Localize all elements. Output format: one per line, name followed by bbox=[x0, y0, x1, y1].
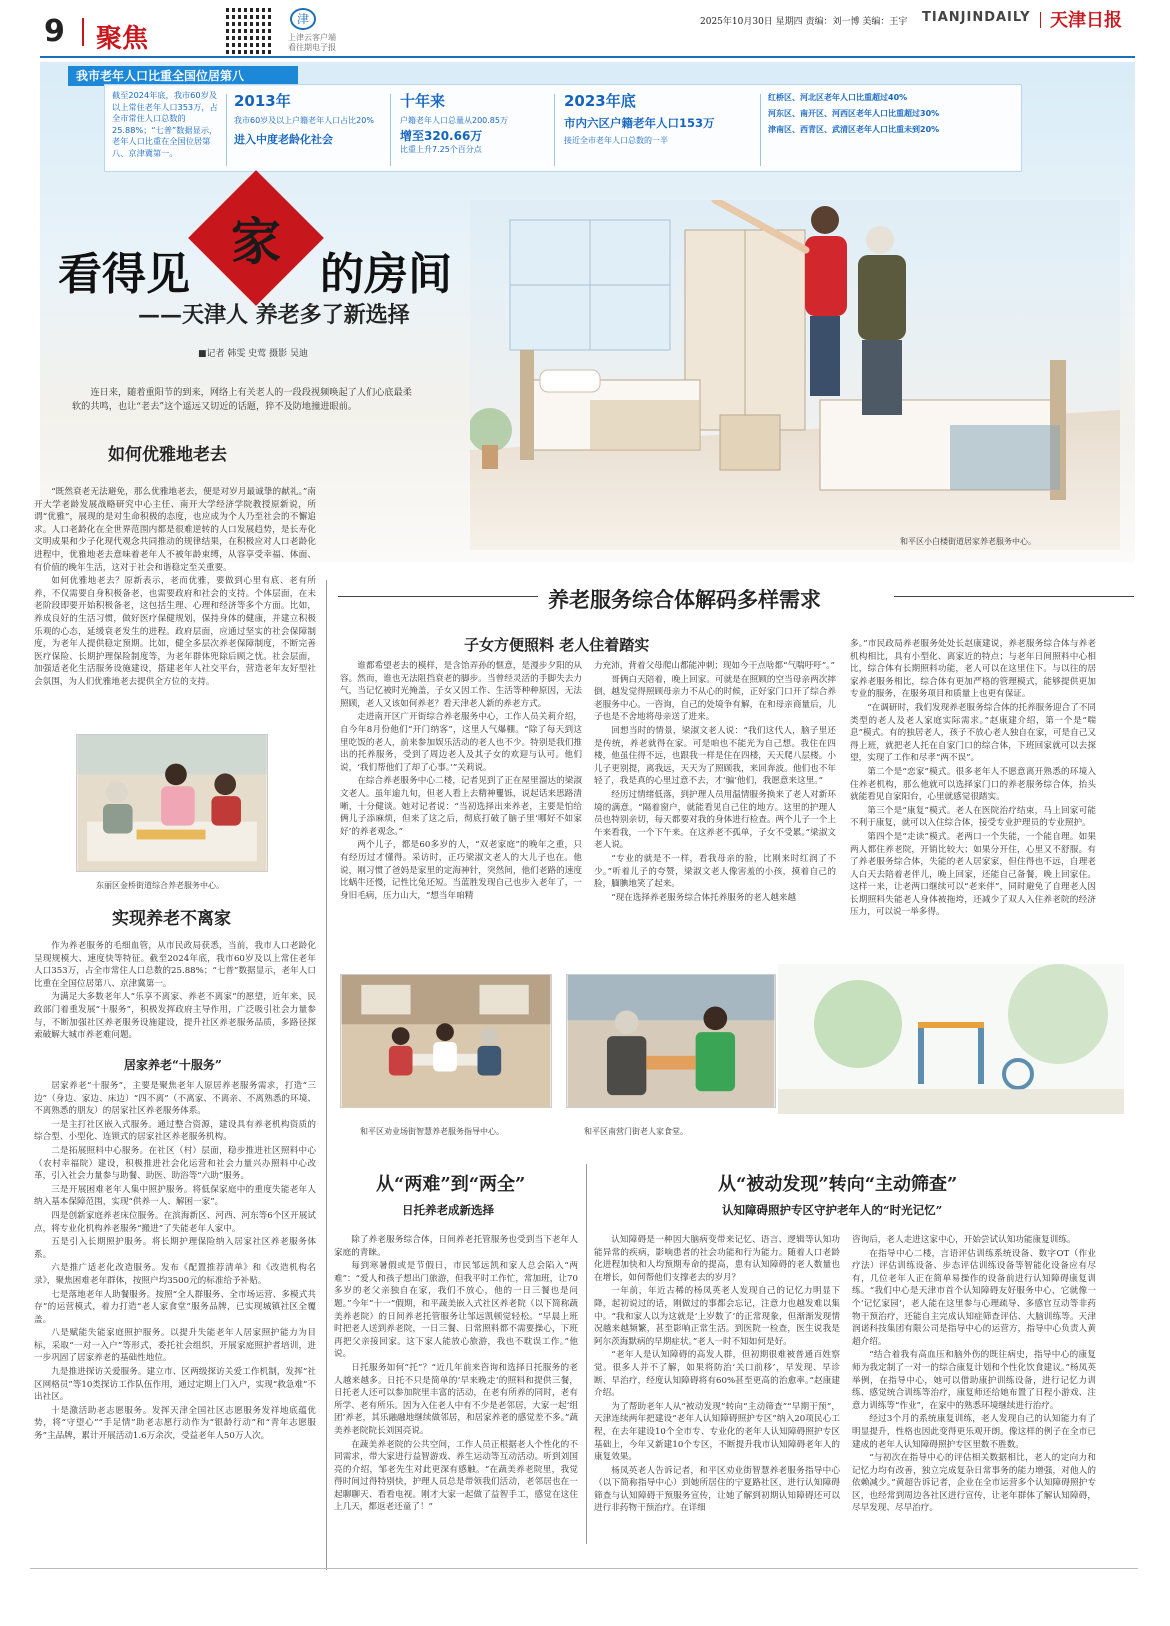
paragraph: 走进南开区广开街综合养老服务中心，工作人员关莉介绍，自今年8月份他们“开门纳客”，这里人气爆棚。“除了每天到这里吃饭的老人，前来参加娱乐活动的老人也不少。特别是我们推出的托养服务，受到了周边老人及其子女的欢迎与认可。他们说，‘我们帮他们了却了心事。’”关莉说。 bbox=[340, 712, 582, 773]
room-illustration bbox=[470, 200, 1120, 550]
paragraph: 为了帮助老年人从“被动发现”转向“主动筛查”“早期干预”，天津连续两年把建设“老年人认知障碍照护专区”纳入20项民心工程，在去年建设10个全市专、专业化的老年人认知障碍照护专区基础上，今年又新建10个专区，不断提升我市认知障碍老年人的康复效果。 bbox=[594, 1401, 840, 1463]
photo-dongli-center bbox=[76, 734, 268, 872]
stats-divider bbox=[554, 94, 555, 166]
paragraph: 作为养老服务的毛细血管，从市民政局获悉，当前，我市人口老龄化呈现规模大、速度快等特征。截至2024年底，我市60岁及以上常住老年人口353万，占全市常住人口总数的25.88%；“七普”数据显示，老年人口比重在全国位居第八、京津冀第一。 bbox=[34, 941, 316, 989]
bottom-right-col1 bbox=[594, 1234, 840, 1546]
list-item: 一是主打社区嵌入式服务。通过整合资源，建设具有养老机构资质的综合型、小型化、连锁式的居家社区养老服务机构。 bbox=[34, 1119, 316, 1143]
client-label bbox=[288, 33, 336, 53]
page-number: 9 bbox=[44, 14, 65, 49]
list-item: 四是创新家庭养老床位服务。在滨海新区、河西、河东等6个区开展试点，将专业化机构养老服务“搬进”了失能老年人家中。 bbox=[34, 1210, 316, 1234]
paragraph: 第二个是“恋家”模式。很多老年人不愿意离开熟悉的环境入住养老机构，那么他就可以选择家门口的养老服务综合体，抬头就能看见自家阳台，心里就感觉很踏实。 bbox=[850, 766, 1096, 803]
stat-districts-line3: 津南区、西青区、武清区老年人口比重未到20% bbox=[768, 125, 940, 134]
list-item: 八是赋能失能家庭照护服务。以提升失能老年人居家照护能力为目标，采取“一对一入户”等形式，委托社会组织，开展家庭照护者培训，进一步巩固了居家养老的基础性地位。 bbox=[34, 1328, 316, 1364]
stat-2023-line2: 接近全市老年人口总数的一半 bbox=[564, 136, 668, 145]
photo-caption: 东丽区金桥街道综合养老服务中心。 bbox=[96, 881, 224, 890]
paragraph: 多。”市民政局养老服务处处长赵康建说，养老服务综合体与养老机构相比，具有小型化、离家近的特点；与老年日间照料中心相比，综合体有长期照料功能，老人可以在这里住下。与以往的居家养老服务相比，综合体有更加严格的管理模式，能够提供更加专业的服务，在服务项目和质量上也更有保证。 bbox=[850, 639, 1096, 700]
list-item: 七是落地老年人助餐服务。按照“全人群服务、全市场运营、多模式共存”的运营模式，着力打造“老人家食堂”服务品牌，已实现城镇社区全覆盖。 bbox=[34, 1289, 316, 1325]
paragraph: “在调研时，我们发现养老服务综合体的托养服务迎合了不同类型的老人及老人家庭实际需求。”赵康建介绍，第一个是“喘息”模式。有的独居老人，孩子不放心老人独自在家，可是自己又得上班，就把老人托在自家门口的综合体，下班回家就可以去探望，实现了工作和尽孝“两不误”。 bbox=[850, 702, 1096, 764]
paragraph: 回想当时的情景，梁淑文老人说：“我们这代人，脑子里还是传统，养老就得在家。可是咱也不能光为自己想。我住在四楼，他虽住得不远，也跟我一样是住在四楼，天天爬八层楼。小儿子更别提，离我远，天天为了照顾我，来回奔波。他们也不年轻了，我是真的心里过意不去，才‘骗’他们，我愿意来这里。” bbox=[594, 725, 836, 787]
mid-col3 bbox=[850, 638, 1096, 950]
list-item: 二是拓展照料中心服务。在社区（村）层面，稳步推进社区照料中心（农村幸福院）建设，积极推进社会化运营和社会力量兴办照料中心改革，引入社会力量参与助餐、助医、助浴等“六助”服务。 bbox=[34, 1145, 316, 1182]
col1-body bbox=[34, 486, 316, 718]
mid-col2 bbox=[594, 660, 836, 948]
stat-decade-line2: 增至320.66万 bbox=[400, 129, 483, 143]
logo-divider bbox=[1040, 12, 1041, 28]
stat-2023-title: 2023年底 bbox=[564, 92, 636, 110]
client-line1: 上津云客户端 bbox=[288, 33, 336, 42]
newspaper-cn-name: 天津日报 bbox=[1050, 10, 1122, 31]
byline: ■记者 韩雯 史莺 摄影 吴迪 bbox=[198, 349, 308, 359]
stat-decade-title: 十年来 bbox=[400, 92, 446, 110]
stat-2013-line1: 我市60岁及以上户籍老年人口占比20% bbox=[234, 116, 374, 125]
page-bottom-rule bbox=[30, 1568, 1138, 1569]
paragraph: 为满足大多数老年人“乐享不离家、养老不离家”的愿望，近年来，民政部门着重发展“十服务”，积极发挥政府主导作用，广泛吸引社会力量参与，不断加强社区养老服务设施建设，提升社区养老服务品质，多路径探索破解大城市养老难问题。 bbox=[34, 992, 316, 1041]
paragraph: 在综合养老服务中心二楼，记者见到了正在屋里溜达的梁淑文老人。虽年逾九旬，但老人看上去精神矍铄，说起话来思路清晰，十分健谈。她对记者说：“当初选择出来养老，主要是怕给俩儿子添麻烦，但来了这之后，彻底打破了脑子里‘哪好不如家好’的养老观念。” bbox=[340, 776, 582, 837]
paragraph: “结合着我有高血压和脑外伤的既往病史，指导中心的康复师为我定制了一对一的综合康复计划和个性化饮食建议。”杨凤英举例，在指导中心，她可以借助康护训练设备，进行记忆力训练、感觉统合训练等治疗，康复师还给她布置了日程小游戏、注意力训练等“作业”，在家中的熟悉环境继续进行治疗。 bbox=[852, 1350, 1096, 1411]
stat-lead bbox=[112, 90, 220, 159]
headline-center: 家 bbox=[231, 212, 281, 271]
head-rule bbox=[338, 596, 538, 597]
client-line2: 看往期电子报 bbox=[288, 43, 336, 52]
photo-caption: 和平区南营门街老人家食堂。 bbox=[584, 1127, 688, 1136]
mid-subhead: 子女方便照料 老人住着踏实 bbox=[464, 636, 650, 654]
paragraph: 咨询后，老人走进这家中心，开始尝试认知功能康复训练。 bbox=[852, 1235, 1076, 1245]
column-rule bbox=[326, 580, 327, 1570]
paragraph: “既然衰老无法避免，那么优雅地老去，便是对岁月最诚挚的献礼。”南开大学老龄发展战略研究中心主任、南开大学经济学院教授原新说，所谓“优雅”，展现的是对生命积极的态度，也应成为个人乃至社会的不懈追求。人口老龄化在全世界范围内都是很难逆转的人口发展趋势，是长寿化文明成果和少子化现代观念共同推动的规律结果，在积极应对人口老龄化进程中，优雅地老去意味着老年人不被年龄束缚，从容享受幸福、体面、有价值的晚年生活，这对于社会和谐稳定至关重要。 bbox=[34, 487, 316, 573]
col1-body3 bbox=[34, 1080, 316, 1568]
photo-quanyechang-center bbox=[340, 974, 552, 1108]
stat-districts-line1: 红桥区、河北区老年人口比重超过40% bbox=[768, 93, 908, 102]
intro-paragraph: 连日来，随着重阳节的到来，网络上有关老人的一段段视频唤起了人们心底最柔软的共鸣，也让“老去”这个遥远又切近的话题，猝不及防地撞进眼前。 bbox=[72, 387, 412, 412]
paragraph: 如何优雅地老去？原新表示，老而优雅，要做到心里有底、老有所养，不仅需要自身积极备老，也需要政府和社会的支持。个体层面，在未老阶段即要开始积极备老，这包括生理、心理和经济等多个方面。比如，养成良好的生活习惯，做好医疗保健规划，保持身体的健康，并建立积极乐观的心态，延缓衰老发生的进程。政府层面，应通过坚实的社会保障制度，为老年人提供稳定预期。比如，健全多层次养老保障制度，不断完善医疗保险、长期护理保险制度等，为老年群体兜除后顾之忧。社会层面，加强适老化生活服务设施建设，搭建老年人社交平台，营造老年友好型社会氛围，为人们优雅地老去提供全方位的支持。 bbox=[34, 576, 316, 687]
paragraph: 除了养老服务综合体，日间养老托管服务也受到当下老年人家庭的青睐。 bbox=[334, 1235, 578, 1258]
photo-caption: 和平区劝业场街智慧养老服务指导中心。 bbox=[360, 1127, 504, 1136]
list-item: 六是推广适老化改造服务。发布《配置推荐清单》和《改造机构名录》，聚焦困难老年群体，按照户均3500元的标准给予补贴。 bbox=[34, 1263, 316, 1286]
paragraph: 在蔬美养老院的公共空间，工作人员正根据老人个性化的不同需求，带大家进行益智游戏、养生运动等互动活动。听到刘国亮的介绍，邹老先生对此更深有感触。“在蔬美养老院里，我觉得时间过得特别快，护理人员总是带领我们活动，老邻居也在一起聊聊天、看看电视。刚才大家一起做了益智手工，感觉在这住上几天，都返老还童了！” bbox=[334, 1439, 578, 1513]
stat-decade bbox=[400, 90, 548, 156]
paragraph: “与初次在指导中心的评估相关数据相比，老人的定向力和记忆力均有改善，独立完成复杂日常事务的能力增强，对他人的依赖减少。”黄超告诉记者，企业在全市运营多个认知障碍照护专区，也经常到周边各社区进行宣传，让老年群体了解认知障碍，尽早发现、尽早治疗。 bbox=[852, 1453, 1096, 1514]
column-rule bbox=[586, 1164, 587, 1544]
paragraph: 一年前，年近古稀的杨凤英老人发现自己的记忆力明显下降，起初说过的话，刚做过的事都会忘记，注意力也越发难以集中。“我和家人以为这就是‘上岁数了’的正常现象，但渐渐发现情况越来越频繁，甚至影响正常生活。到医院一检查，医生说我是阿尔茨海默病的早期症状。”老人一时不知如何是好。 bbox=[594, 1286, 840, 1347]
paragraph: 经过3个月的系统康复训练，老人发现自己的认知能力有了明显提升，性格也因此变得更乐观开朗。像这样的例子在全市已建成的老年人认知障碍照护专区里数不胜数。 bbox=[852, 1414, 1096, 1450]
stats-banner: 我市老年人口比重全国位居第八 bbox=[68, 66, 298, 86]
list-item: 十是激活助老志愿服务。发挥天津全国社区志愿服务发祥地底蕴优势，将“守望心”“手足情”助老志愿行动作为“银龄行动”和“青年志愿服务”主品牌，累计开展活动1.6万余次，受益老年人50万人次。 bbox=[34, 1405, 316, 1442]
paragraph: 在指导中心二楼，言语评估训练系统设备、数字OT（作业疗法）评估训练设备、步态评估训练设备等智能化设备应有尽有，几位老年人正在简单易操作的设备前进行认知障碍康复训练。“我们中心是天津市首个认知障碍友好服务中心，它就像一个‘记忆家园’，老人能在这里参与心理疏导、多感官互动等非药物干预治疗，还能自主完成认知症筛查评估、大脑训练等。天津润诺科技集团有限公司是指导中心的运营方，指导中心负责人黄超介绍。 bbox=[852, 1248, 1096, 1347]
stat-decade-line3: 比重上升7.25个百分点 bbox=[400, 145, 482, 154]
col1-subhead: 居家养老“十服务” bbox=[124, 1058, 222, 1072]
paragraph: 居家养老“十服务”，主要是聚焦老年人原居养老服务需求，打造“三边”（身边、家边、床边）“四不离”（不离家、不离亲、不离熟悉的环境、不离熟悉的朋友）的居家社区养老服务体系。 bbox=[34, 1081, 316, 1117]
stat-districts bbox=[768, 90, 1018, 138]
headline-subtitle: ——天津人 养老多了新选择 bbox=[138, 302, 410, 328]
stats-divider bbox=[390, 94, 391, 166]
photo-nanyingmen-canteen bbox=[566, 974, 776, 1108]
paragraph: 谁都希望老去的模样，是含饴弄孙的惬意，是漫步夕阳的从容。然而，谁也无法阻挡衰老的脚步。当曾经灵活的手脚失去力气，当记忆被时光掩盖，子女又因工作、生活等种种原因，无法照顾，老人又该如何养老？看天津老人新的养老方式。 bbox=[340, 661, 582, 709]
paragraph: 认知障碍是一种因大脑病变带来记忆、语言、逻辑等认知功能异常的疾病，影响患者的社会功能和行为能力。随着人口老龄化进程加快和人均预期寿命的提高，患有认知障碍的老人数量也在增长，如何帮他们支撑老去的岁月？ bbox=[594, 1235, 840, 1283]
stats-divider bbox=[760, 94, 761, 166]
bottom-mid-head: 从“两难”到“两全” bbox=[376, 1174, 526, 1195]
paragraph: “现在选择养老服务综合体托养服务的老人越来越 bbox=[611, 892, 797, 903]
paragraph: “专业的就是不一样，看我母亲的脸，比刚来时红润了不少。”听着儿子的夸赞，梁淑文老人像害羞的小孩，摸着自己的脸，腼腆地笑了起来。 bbox=[594, 853, 836, 890]
stat-2013-title: 2013年 bbox=[234, 92, 291, 110]
qr-code-overlay bbox=[226, 8, 272, 54]
masthead-rule bbox=[40, 56, 1135, 58]
bottom-mid-subhead: 日托养老成新选择 bbox=[402, 1203, 494, 1217]
hero-caption: 和平区小白楼街道居家养老服务中心。 bbox=[900, 537, 1036, 546]
col1-head: 如何优雅地老去 bbox=[108, 445, 227, 465]
list-item: 九是推进探访关爱服务。建立市、区两级探访关爱工作机制，发挥“社区网格员”等10类探访工作队伍作用，通过定期上门入户，实现“救急难”不出社区。 bbox=[34, 1367, 316, 1403]
paragraph: 每到寒暑假或是节假日，市民邹远凯和家人总会陷入“两难”：“爱人和孩子想出门旅游，但我平时工作忙，常加班，让70多岁的老父亲独自在家，我们不放心，他的一日三餐也是问题。”今年“十一”假期，和平蔬美嵌入式社区养老院（以下简称蔬美养老院）的日间养老托管服务让邹远凯顿觉轻松。“早晨上班时把老人送到养老院，一日三餐、日常照料都不需要操心，下班再把父亲接回家。这下家人能放心旅游，我也不耽误工作。”他说。 bbox=[334, 1261, 578, 1360]
stats-divider bbox=[226, 94, 227, 166]
section-name: 聚焦 bbox=[96, 24, 149, 54]
bottom-right-col2 bbox=[852, 1234, 1096, 1546]
paragraph: 杨凤英老人告诉记者，和平区劝业街智慧养老服务指导中心（以下简称指导中心）到她所居住的宁夏路社区，进行认知障碍筛查与认知障碍干预服务宣传，让她了解到初期认知障碍还可以进行非药物干预治疗。在详细 bbox=[594, 1465, 840, 1514]
bottom-right-head: 从“被动发现”转向“主动筛查” bbox=[718, 1174, 958, 1195]
headline-left: 看得见 bbox=[58, 249, 190, 300]
stat-decade-line1: 户籍老年人口总量从200.85万 bbox=[400, 116, 508, 125]
dateline: 2025年10月30日 星期四 责编：刘一博 美编：王宇 bbox=[700, 17, 908, 27]
bottom-mid-body bbox=[334, 1234, 578, 1546]
paragraph: “老年人是认知障碍的高发人群，但初期很难被普通百姓察觉。很多人并不了解，如果将防治‘关口前移’，早发现、早诊断、早治疗，经度认知障碍将有60%甚至更高的治愈率。”赵康建介绍。 bbox=[594, 1350, 840, 1399]
paragraph: 日托服务如何“托”？“近几年前来咨询和选择日托服务的老人越来越多。日托不只是简单的‘早来晚走’的照料和提供三餐，日托老人还可以参加院里丰富的活动，在老有所养的同时，老有所学、老有所乐。因为入住老人中有不少是老邻居，大家一起‘组团’养老，其乐融融地继续做邻居，和居家养老的感觉差不多。”蔬美养老院院长刘国亮说。 bbox=[334, 1362, 578, 1436]
bottom-right-subhead: 认知障碍照护专区守护老年人的“时光记忆” bbox=[722, 1203, 943, 1217]
stat-lead-text: 截至2024年底，我市60岁及以上常住老年人口353万，占全市常住人口总数的25.88%；“七普”数据显示，老年人口比重在全国位居第八、京津冀第一。 bbox=[112, 90, 218, 158]
paragraph: 力充沛，背着父母爬山都能冲刺；现如今干点啥都“气喘吁吁”。” bbox=[594, 661, 835, 671]
stat-2013-line2: 进入中度老龄化社会 bbox=[234, 133, 333, 146]
masthead-divider bbox=[82, 18, 84, 46]
col1-body2 bbox=[34, 940, 316, 1050]
park-illustration bbox=[778, 964, 1124, 1114]
stat-2013 bbox=[234, 90, 384, 147]
mid-col1 bbox=[340, 660, 582, 948]
stat-districts-line2: 河东区、南开区、河西区老年人口比重超过30% bbox=[768, 109, 940, 118]
paragraph: 第三个是“康复”模式。老人在医院治疗结束，马上回家可能不利于康复，就可以入住综合体，接受专业护理员的专业照护。 bbox=[850, 805, 1096, 829]
col1-head2: 实现养老不离家 bbox=[112, 909, 231, 929]
paragraph: 经历过情绪低落，到护理人员用温情服务换来了老人对新环境的满意。“隔着窗户，就能看见自己住的地方。这里的护理人员也特别亲切，每天都要对我的身体进行检查。两个儿子一个上午来看我，一个下午来。在这养老不孤单，子女不受累。”梁淑文老人说。 bbox=[594, 789, 836, 851]
paragraph: 第四个是“走读”模式。老两口一个失能，一个能自理。如果两人都住养老院，开销比较大；如果分开住，心里又不舒服。有了养老服务综合体，失能的老人居家家，但住得也不远，自理老人白天去陪着老伴儿，晚上回家，还能自己备餐，晚上回家住。这样一来，让老两口继续可以“老来伴”，同时避免了自理老人因长期照料失能老人身体被拖垮，还减少了双人入住养老院的经济压力，可以说一举多得。 bbox=[850, 831, 1096, 918]
newspaper-en-name: TIANJINDAILY bbox=[922, 10, 1031, 25]
paragraph: 两个儿子，都是60多岁的人，“双老家庭”的晚年之重，只有经历过才懂得。采访时，正巧梁淑文老人的大儿子也在。他说，刚习惯了爸妈是家里的定海神针，突然间，他们老路的速度比蜗牛还慢，记性比兔还短。当蓝胜发现自己也步入老年了，一身旧毛病，压力山大，“想当年咱精 bbox=[340, 840, 582, 901]
stat-2023 bbox=[564, 90, 754, 147]
paragraph: 哥俩白天陪着，晚上回家。可就是在照顾的空当母亲两次摔倒，越发觉得照顾母亲力不从心的时候，正好家门口开了综合养老服务中心。一咨询，自己的处境争有解，在和母亲商量后，儿子也是不舍地将母亲送了进来。 bbox=[594, 674, 836, 723]
headline-right: 的房间 bbox=[320, 249, 452, 300]
mid-head: 养老服务综合体解码多样需求 bbox=[548, 587, 821, 612]
client-logo-icon: 津 bbox=[290, 8, 316, 30]
list-item: 五是引入长期照护服务。将长期护理保险纳入居家社区养老服务体系。 bbox=[34, 1237, 316, 1260]
stat-2023-line1: 市内六区户籍老年人口153万 bbox=[564, 116, 715, 130]
head-rule bbox=[894, 596, 1134, 597]
list-item: 三是开展困难老年人集中照护服务。将低保家庭中的重度失能老年人纳入基本保障范围，实现“供养一人、解困一家”。 bbox=[34, 1184, 316, 1208]
